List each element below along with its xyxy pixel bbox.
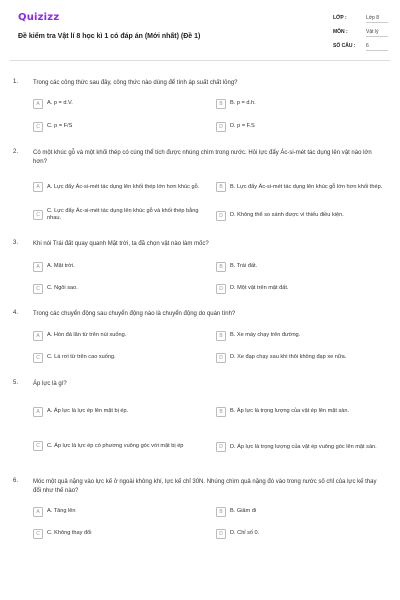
option-d[interactable]: [216, 209, 386, 222]
meta-subject: [333, 29, 388, 43]
question-text: Móc một quả nặng vào lực kế ở ngoài không khí, lực kế chỉ 30N. Nhúng chìm quả nặng đó vào trong nước số chỉ của lực kế thay đổi như thế nào?: [33, 479, 377, 494]
option-letter: A: [33, 407, 43, 417]
option-letter: B: [216, 507, 226, 517]
option-text: C. Áp lực là lực ép có phương vuông góc với mặt bị ép: [47, 442, 184, 449]
option-text: D. Một vật trên mặt đất.: [230, 285, 289, 291]
option-a[interactable]: [33, 405, 203, 418]
option-letter: C: [33, 441, 43, 451]
option-letter: B: [216, 99, 226, 109]
option-letter: D: [216, 122, 226, 132]
option-letter: C: [33, 210, 43, 220]
option-letter: D: [216, 211, 226, 221]
option-text: B. Giảm đi: [230, 508, 257, 514]
meta-question-count: [333, 43, 388, 57]
option-text: C. Không thay đổi: [47, 530, 92, 536]
option-b[interactable]: [216, 179, 386, 195]
document-title: Đề kiểm tra Vật lí 8 học kì 1 có đáp án (Mới nhất) (Đề 1): [18, 33, 201, 40]
option-letter: D: [216, 442, 226, 452]
option-a[interactable]: [33, 260, 203, 273]
option-a[interactable]: [33, 505, 203, 518]
option-b[interactable]: [216, 405, 386, 418]
option-text: C. Lực đẩy Ác-si-mét tác dụng lên khúc gỗ và khối thép bằng nhau.: [47, 208, 199, 221]
meta-label: SỐ CÂU :: [333, 43, 356, 49]
option-letter: B: [216, 182, 226, 192]
meta-grade: [333, 15, 388, 29]
option-d[interactable]: [216, 282, 386, 295]
option-text: D. p = F.S: [230, 123, 255, 129]
option-text: B. Trái đất.: [230, 263, 258, 269]
option-a[interactable]: [33, 97, 203, 110]
question-text: Áp lực là gì?: [33, 381, 67, 387]
option-c[interactable]: [33, 282, 203, 295]
question-text: Trong các công thức sau đây, công thức nào dùng để tính áp suất chất lỏng?: [33, 80, 238, 86]
option-text: A. Mặt trời.: [47, 263, 75, 269]
option-letter: B: [216, 407, 226, 417]
option-letter: C: [33, 122, 43, 132]
question-text: Trong các chuyển động sau chuyển động nào là chuyển động do quán tính?: [33, 311, 236, 317]
option-a[interactable]: [33, 179, 203, 195]
question-text: Khi nói Trái đất quay quanh Mặt trời, ta đã chọn vật nào làm mốc?: [33, 241, 209, 247]
option-letter: D: [216, 284, 226, 294]
option-b[interactable]: [216, 97, 386, 110]
option-letter: D: [216, 529, 226, 539]
option-a[interactable]: [33, 329, 203, 342]
option-b[interactable]: [216, 329, 386, 342]
option-text: D. Áp lực là trọng lượng của vật ép vuông góc lên mặt sàn.: [230, 443, 377, 450]
meta-value: 6: [366, 43, 388, 51]
question-number: 6.: [13, 478, 19, 484]
option-c[interactable]: [33, 120, 203, 133]
question-number: 1.: [13, 79, 19, 85]
option-letter: C: [33, 284, 43, 294]
option-letter: A: [33, 331, 43, 341]
meta-panel: [333, 15, 388, 57]
option-text: B. p = d.h.: [230, 100, 256, 106]
option-text: C. Ngôi sao.: [47, 285, 78, 291]
option-b[interactable]: [216, 260, 386, 273]
meta-value: Lớp 8: [366, 15, 388, 23]
option-c[interactable]: [33, 527, 203, 540]
option-letter: A: [33, 507, 43, 517]
option-letter: B: [216, 331, 226, 341]
option-c[interactable]: [33, 207, 203, 223]
question-number: 4.: [13, 310, 19, 316]
option-text: C. Lá rơi từ trên cao xuống.: [47, 354, 116, 360]
option-text: D. Không thể so sánh được vì thiếu điều kiện.: [230, 212, 344, 218]
option-letter: A: [33, 262, 43, 272]
option-d[interactable]: [216, 439, 386, 455]
option-text: A. Áp lực là lực ép lên mặt bị ép.: [47, 408, 129, 414]
option-letter: A: [33, 182, 43, 192]
option-d[interactable]: [216, 527, 386, 540]
option-text: D. Xe đạp chạy sau khi thôi không đạp xe nữa.: [230, 354, 347, 360]
option-text: B. Áp lực là trọng lượng của vật ép lên mặt sàn.: [230, 408, 350, 414]
quizizz-logo: Quizizz: [18, 12, 60, 23]
option-text: C. p = F/S: [47, 123, 73, 129]
meta-value: Vật lý: [366, 29, 388, 37]
option-text: B. Lực đẩy Ác-si-mét tác dụng lên khúc gỗ lớn hơn khối thép.: [230, 183, 383, 190]
question-text: Có một khúc gỗ và một khối thép có cùng thể tích được nhúng chìm trong nước. Hỏi lực đẩy Ác-si-mét tác dụng lên vật nào lớn hơn?: [33, 150, 372, 165]
option-letter: B: [216, 262, 226, 272]
question-number: 3.: [13, 240, 19, 246]
option-d[interactable]: [216, 120, 386, 133]
meta-label: LỚP :: [333, 15, 347, 21]
option-letter: A: [33, 99, 43, 109]
question-number: 2.: [13, 149, 19, 155]
option-d[interactable]: [216, 351, 386, 364]
meta-label: MÔN :: [333, 29, 348, 35]
option-letter: C: [33, 529, 43, 539]
option-b[interactable]: [216, 505, 386, 518]
option-letter: D: [216, 353, 226, 363]
option-letter: C: [33, 353, 43, 363]
option-text: A. p = d.V.: [47, 100, 73, 106]
option-c[interactable]: [33, 351, 203, 364]
option-text: A. Tăng lên: [47, 508, 76, 514]
question-number: 5.: [13, 380, 19, 386]
option-text: A. Lực đẩy Ác-si-mét tác dụng lên khối thép lớn hơn khúc gỗ.: [47, 183, 200, 190]
option-c[interactable]: [33, 438, 203, 454]
header-divider: [10, 60, 390, 61]
option-text: A. Hòn đá lăn từ trên núi xuống.: [47, 332, 127, 338]
option-text: B. Xe máy chạy trên đường.: [230, 332, 301, 338]
option-text: D. Chỉ số 0.: [230, 530, 260, 536]
